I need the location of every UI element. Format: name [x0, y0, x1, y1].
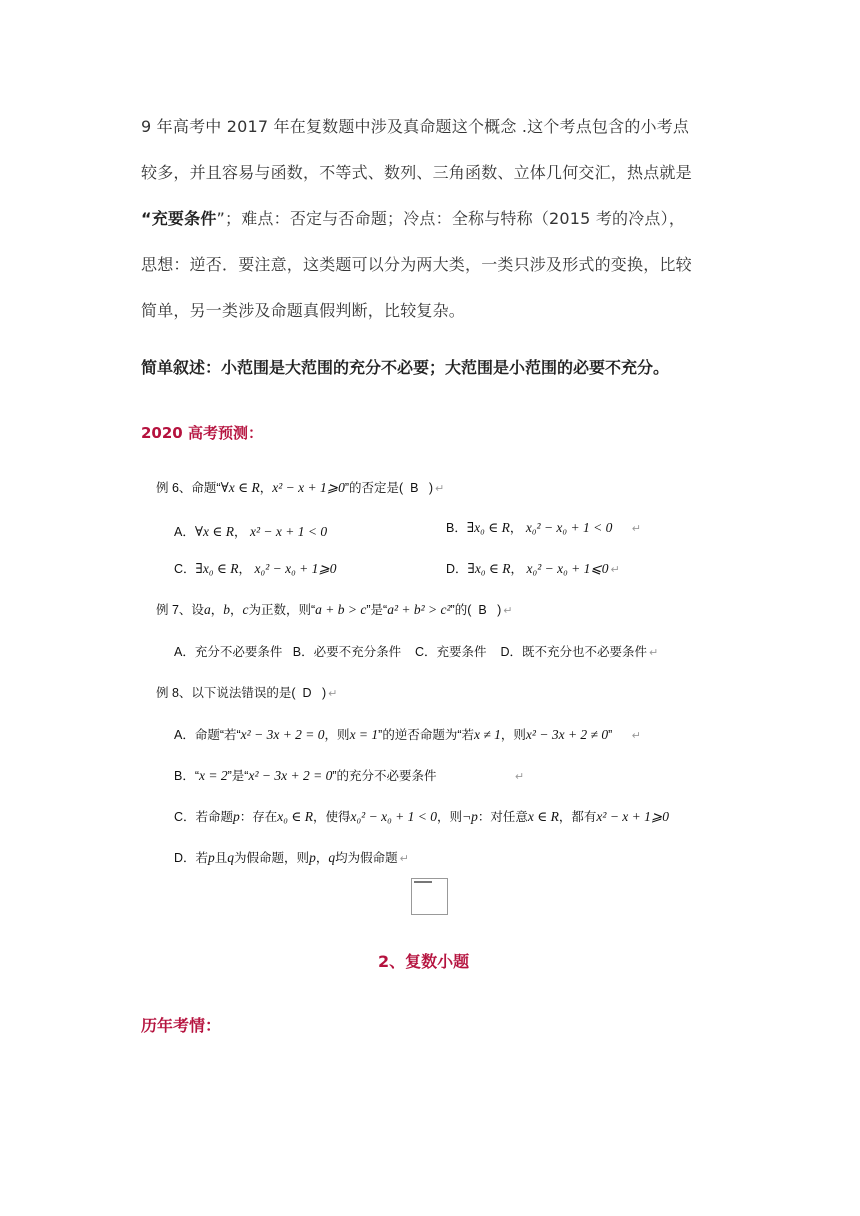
- ex6-stem: 例 6、命题“∀x ∈ R，x² − x + 1⩾0”的否定是( B ) ↵: [156, 480, 445, 495]
- ex8-stem: 例 8、以下说法错误的是( D ) ↵: [156, 686, 338, 700]
- return-mark-icon: ↵: [631, 730, 641, 742]
- ex7-option-b: B．必要不充分条件: [292, 645, 402, 659]
- ex7-options: [174, 642, 658, 660]
- embedded-image-thumbnail: [411, 878, 448, 915]
- intro-line-3-text: ”；难点：否定与否命题；冷点：全称与特称（2015 考的冷点），: [216, 209, 686, 228]
- ex6-option-c: C．∃x₀ ∈ R， x₀² − x₀ + 1⩾0: [174, 561, 337, 576]
- return-mark-icon: ↵: [435, 483, 445, 495]
- ex6-option-d: D．∃x₀ ∈ R， x₀² − x₀ + 1⩽0 ↵: [446, 561, 620, 576]
- ex8-option-d: D．若p且q为假命题，则p，q均为假命题 ↵: [174, 850, 409, 865]
- hot-term: “充要条件: [141, 209, 217, 228]
- section-2-heading: 2、复数小题: [378, 952, 470, 971]
- ex7-option-a: A．充分不必要条件: [174, 645, 283, 659]
- return-mark-icon: ↵: [514, 771, 525, 783]
- ex7-answer: B: [478, 603, 487, 617]
- return-mark-icon: ↵: [328, 688, 338, 700]
- ex7-stem: 例 7、设a，b，c为正数，则“a + b > c”是“a² + b² > c²”的( B ) ↵: [156, 602, 513, 617]
- return-mark-icon: ↵: [648, 647, 659, 659]
- ex6-option-b: B．∃x₀ ∈ R， x₀² − x₀ + 1 < 0 ↵: [446, 520, 641, 535]
- return-mark-icon: ↵: [631, 523, 641, 535]
- ex7-option-c: C．充要条件: [415, 645, 487, 659]
- ex8-option-a: A．命题“若“x² − 3x + 2 = 0，则x = 1”的逆否命题为“若x ≠ 1，则x² − 3x + 2 ≠ 0” ↵: [174, 727, 641, 742]
- return-mark-icon: ↵: [399, 853, 409, 865]
- intro-line-5: 简单，另一类涉及命题真假判断，比较复杂。: [141, 301, 466, 320]
- ex8-answer: D: [302, 686, 312, 700]
- ex7-option-d: D．既不充分也不必要条件: [500, 645, 647, 659]
- forecast-heading: 2020 高考预测：: [141, 424, 263, 442]
- return-mark-icon: ↵: [610, 564, 620, 576]
- intro-line-4: 思想：逆否．要注意，这类题可以分为两大类，一类只涉及形式的变换，比较: [141, 255, 692, 274]
- ex6-option-a: A．∀x ∈ R， x² − x + 1 < 0: [174, 524, 328, 539]
- intro-line-2: 较多，并且容易与函数，不等式、数列、三角函数、立体几何交汇，热点就是: [141, 163, 692, 182]
- summary-text: 简单叙述：小范围是大范围的充分不必要；大范围是小范围的必要不充分。: [141, 358, 670, 377]
- intro-line-1: 9 年高考中 2017 年在复数题中涉及真命题这个概念 .这个考点包含的小考点: [141, 117, 690, 136]
- history-heading: 历年考情：: [141, 1016, 222, 1035]
- ex6-answer: B: [410, 481, 419, 495]
- return-mark-icon: ↵: [503, 605, 513, 617]
- ex8-option-c: C．若命题p：存在x₀ ∈ R，使得x₀² − x₀ + 1 < 0，则¬p：对任意x ∈ R，都有x² − x + 1⩾0: [174, 809, 669, 824]
- intro-line-3: [141, 196, 731, 242]
- ex8-option-b: B．“x = 2”是“x² − 3x + 2 = 0”的充分不必要条件 ↵: [174, 768, 525, 783]
